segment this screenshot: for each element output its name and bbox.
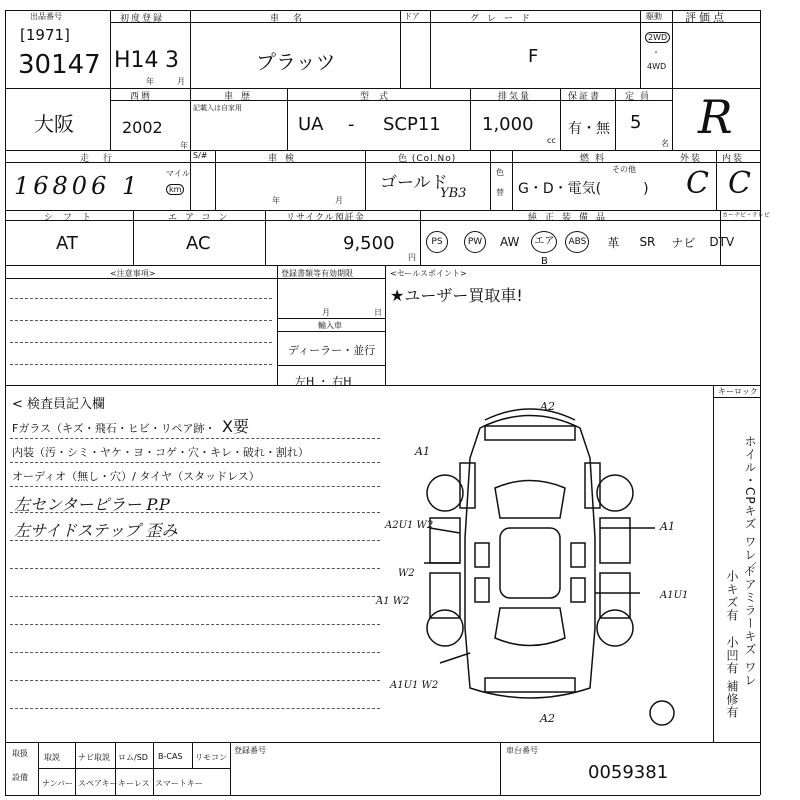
side-text-2: ドアミラーキズ ワレ [743,565,757,687]
month-unit: 月 [177,77,185,86]
equipment-label: 純正装備品 [528,213,614,223]
warranty: 有・無 [568,121,610,137]
model-code: SCP11 [383,114,441,135]
lot-code: [1971] [20,26,70,44]
glass-mark: X要 [222,417,249,436]
color: ゴールド [380,173,448,193]
grade: F [528,46,539,67]
grade-label: グレード [470,14,539,24]
first-reg-month: 3 [165,48,179,73]
equip-dtv: DTV [709,235,735,249]
door-label: ドア [404,12,420,21]
mileage-label: 走行 [80,154,127,164]
glass-line: Fガラス（キズ・飛石・ヒビ・リペア跡・ [12,422,216,435]
history-note: 記載入は自家用 [193,104,242,112]
handwritten-note-2: 左サイドステップ 歪み [14,521,178,540]
equip-pw: PW [464,231,486,253]
footer-spare-key: スペアキー [78,779,118,788]
chassis-label: 車台番号 [506,746,538,755]
inspection-title: < 検査員記入欄 [12,397,106,412]
mark-right-top: A1 [660,520,675,533]
footer-remocon: リモコン [195,753,227,762]
exterior-grade: C [686,166,709,201]
color-code: YB3 [440,186,467,201]
inspection-month: 月 [335,196,343,205]
equip-aw: AW [500,235,520,249]
caution-label: <注意事項> [110,269,156,278]
model-dash: - [348,114,355,135]
history-label: 車歴 [224,92,259,102]
capacity-unit: 名 [661,139,669,148]
equip-ps: PS [426,231,448,253]
handle: 左H ・ 右H [295,375,352,388]
reg-number-label: 登録番号 [234,746,266,755]
car-diagram [400,398,680,728]
footer-navi-toristsu: ナビ取説 [78,753,110,762]
equip-abs: ABS [565,231,589,253]
mileage: 16806 1 [14,172,142,200]
iro-label-1: 色 [496,168,504,177]
sales-point-label: <セールスポイント> [390,269,467,278]
side-text-1: ホイル・CPキズ ワレ／ [743,435,757,575]
warranty-label: 保証書 [568,92,602,102]
interior-label: 内装 [722,154,745,164]
year-value: 2002 [122,118,163,137]
meter-label: S/# [193,151,208,160]
inspection-label: 車検 [268,154,303,164]
drive-label: 駆動 [646,12,662,21]
shift-label: シフト [44,213,102,223]
chassis-number: 0059381 [588,762,669,783]
score: R [698,90,733,144]
car-navi-label: カーナビ・テレビ [722,212,770,219]
capacity: 5 [630,112,642,133]
equip-airbag: エアB [531,231,557,253]
fuel: G・D・電気( ) [518,181,649,197]
footer-keyless: キーレス [118,779,150,788]
inspection-year: 年 [272,196,280,205]
drive-dot: ・ [652,48,660,57]
footer-rom-sd: ロム/SD [118,753,148,762]
equip-navi: ナビ [671,235,696,250]
recycle: 9,500 [343,233,395,254]
first-reg-label: 初度登録 [120,14,165,24]
exterior-label: 外装 [680,154,703,164]
shift: AT [56,233,78,254]
key-lock-label: キーロック [718,387,758,396]
mark-left-mid: A2U1 W2 [385,520,434,531]
equipment-list [424,228,760,267]
capacity-label: 定員 [625,92,656,102]
region: 大阪 [34,112,74,136]
km-unit: km [166,184,184,195]
reg-deadline-label: 登録書類等有効期限 [281,269,353,278]
car-name-label: 車名 [270,14,317,24]
mark-left-top: A1 [415,445,430,458]
drive-2wd: 2WD [645,32,670,43]
mile-unit: マイル [166,169,190,178]
year-unit: 年 [146,77,154,86]
aircon: AC [186,233,211,254]
tori-label: 取扱 [12,749,28,758]
side-text-5: 補修有 [725,680,739,719]
import-label: 輸入車 [318,321,342,330]
mark-left-a1: A1 W2 [376,596,410,607]
shuppin-label: 出品番号 [30,12,62,21]
mark-rear: A2 [540,712,555,725]
reg-day: 日 [374,308,382,317]
first-reg-era: H14 [114,48,159,73]
year-unit-2: 年 [180,141,188,150]
footer-bcas: B-CAS [158,752,183,761]
footer-toristsu: 取説 [44,753,60,762]
side-text-4: 小凹有 [725,636,739,675]
mark-left-w2: W2 [398,568,415,579]
model-label: 型式 [360,92,399,102]
recycle-label: リサイクル預託金 [286,213,365,223]
reg-month: 月 [322,308,330,317]
footer-number: ナンバー [42,779,74,788]
sales-point: ★ユーザー買取車! [390,286,523,305]
yen-unit: 円 [408,253,416,262]
handwritten-note-1: 左センターピラー P.P [14,495,170,514]
mark-front: A2 [540,400,555,413]
setsubi-label: 設備 [12,773,28,782]
iro-label-2: 替 [496,188,504,197]
import-type: ディーラー・並行 [288,344,376,357]
fuel-other: その他 [612,165,636,174]
cc-unit: cc [547,136,556,145]
score-label: 評価点 [685,11,727,24]
interior-grade: C [728,166,751,201]
car-name: プラッツ [256,50,336,74]
displacement-label: 排気量 [498,92,532,102]
interior-line: 内装（汚・シミ・ヤケ・ヨ・コゲ・穴・キレ・破れ・割れ） [12,446,309,459]
mark-left-low: A1U1 W2 [390,680,439,691]
model-prefix: UA [298,114,324,135]
footer-smart-key: スマートキー [155,779,203,788]
aircon-label: エアコン [168,213,236,223]
displacement: 1,000 [482,114,534,135]
mark-right-mid: A1U1 [660,590,689,601]
equip-leather: 革 [607,235,620,250]
color-label: 色 (Col.No) [398,154,457,164]
drive-4wd: 4WD [647,62,667,71]
lot-number: 30147 [18,50,101,80]
equip-sunroof: SR [639,235,656,249]
side-text-3: 小キズ有 [725,570,739,622]
audio-line: オーディオ（無し・穴）/ タイヤ（スタッドレス） [12,470,260,483]
year-label: 西暦 [130,92,153,102]
fuel-label: 燃料 [580,154,611,164]
